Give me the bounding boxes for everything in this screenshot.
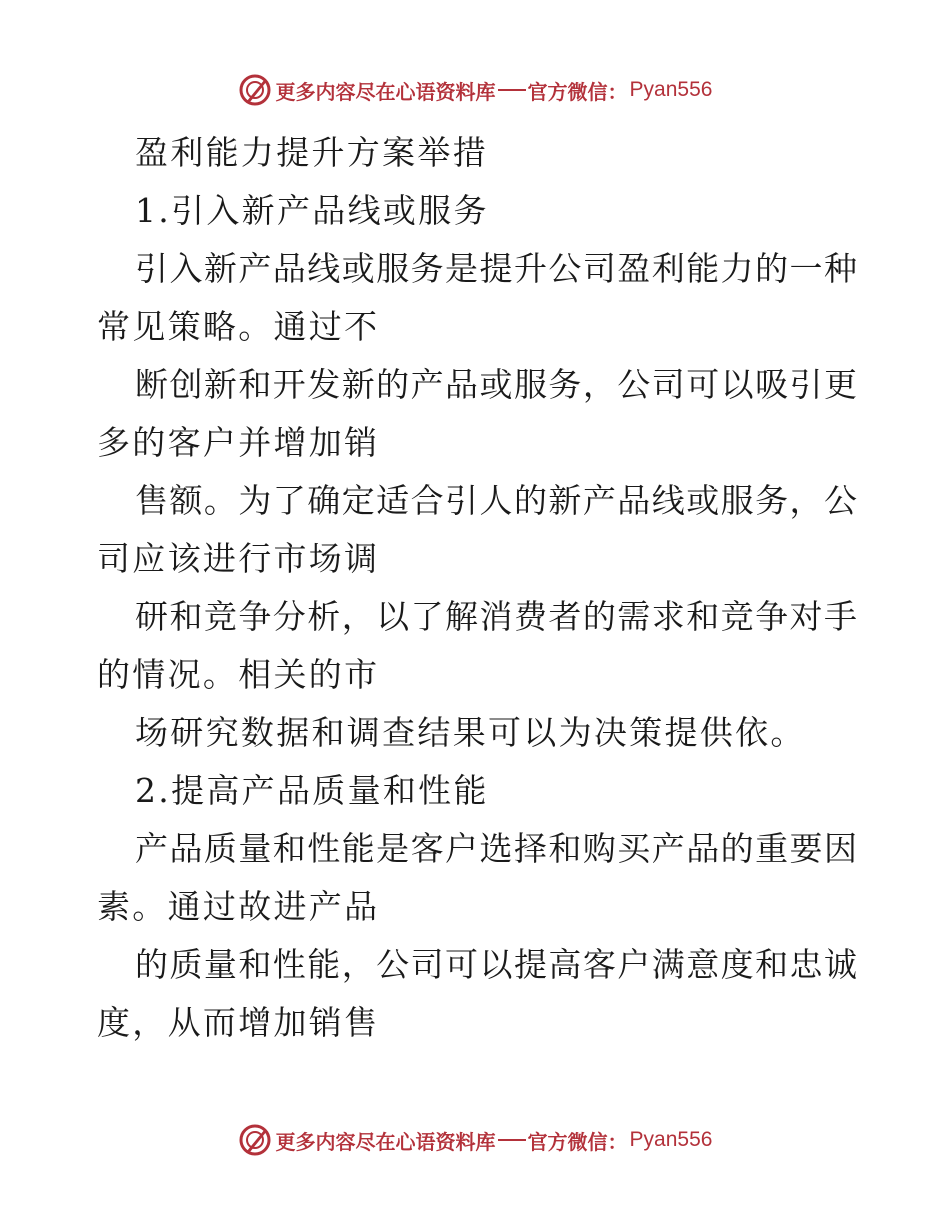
paragraph-line: 引入新产品线或服务是提升公司盈利能力的一种 (135, 249, 857, 288)
banner-dash (498, 1139, 526, 1141)
paragraph-line: 司应该进行市场调 (97, 539, 380, 578)
banner-dash (498, 89, 526, 91)
paragraph-line: 的质量和性能，公司可以提高客户满意度和忠诚 (135, 945, 857, 984)
paragraph-line: 场研究数据和调查结果可以为决策提供依。 (135, 713, 806, 752)
paragraph-line: 的情况。相关的市 (97, 655, 380, 694)
wechat-id: Pyan556 (629, 1128, 713, 1151)
quill-logo-icon (238, 1123, 272, 1157)
promo-text: 更多内容尽在心语资料库 (275, 79, 496, 104)
paragraph-line: 断创新和开发新的产品或服务，公司可以吸引更 (135, 365, 857, 404)
paragraph-line: 多的客户并增加销 (97, 423, 380, 462)
section-heading-1: 1.引入新产品线或服务 (135, 191, 489, 230)
paragraph-line: 售额。为了确定适合引人的新产品线或服务，公 (135, 481, 857, 520)
official-wechat-label: 官方微信： (527, 1129, 628, 1154)
document-title: 盈利能力提升方案举措 (135, 133, 488, 172)
promo-text: 更多内容尽在心语资料库 (275, 1129, 496, 1154)
document-body (97, 124, 857, 1052)
wechat-id: Pyan556 (629, 78, 713, 101)
section-heading-2: 2.提高产品质量和性能 (135, 771, 489, 810)
paragraph-line: 度，从而增加销售 (97, 1003, 380, 1042)
paragraph-line: 产品质量和性能是客户选择和购买产品的重要因 (135, 829, 857, 868)
paragraph-line: 素。通过故进产品 (97, 887, 380, 926)
paragraph-line: 研和竞争分析，以了解消费者的需求和竞争对手 (135, 597, 857, 636)
paragraph-line: 常见策略。通过不 (97, 307, 380, 346)
header-watermark-banner (0, 70, 950, 110)
official-wechat-label: 官方微信： (527, 79, 628, 104)
footer-watermark-banner (0, 1120, 950, 1160)
quill-logo-icon (238, 73, 272, 107)
